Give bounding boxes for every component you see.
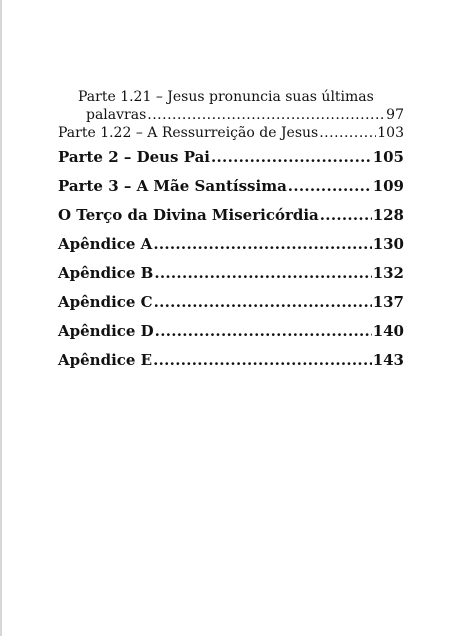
toc-entry-page: 105: [372, 148, 404, 166]
toc-entry-title: Parte 2 – Deus Pai: [58, 148, 210, 166]
toc-entry-page: 97: [386, 107, 404, 123]
toc-entry-page: 143: [372, 351, 404, 369]
toc-entry-title: Parte 3 – A Mãe Santíssima: [58, 177, 287, 195]
toc-entry-title: Apêndice B: [58, 264, 154, 282]
table-of-contents: [58, 88, 404, 370]
toc-entry-title: O Terço da Divina Misericórdia: [58, 206, 319, 224]
toc-entry-page: 140: [372, 322, 404, 340]
toc-entry-apendice-d: [58, 322, 404, 341]
toc-leader-dots: [154, 293, 372, 312]
toc-leader-dots: [288, 177, 372, 196]
toc-entry-page: 103: [377, 125, 404, 141]
toc-entry-title: Apêndice E: [58, 351, 153, 369]
toc-entry-parte-1-22: [58, 124, 404, 142]
toc-entry-page: 128: [372, 206, 404, 224]
toc-leader-dots: [319, 124, 376, 142]
toc-leader-dots: [153, 351, 372, 370]
toc-leader-dots: [320, 206, 372, 225]
toc-leader-dots: [153, 235, 371, 254]
toc-entry-title: Apêndice D: [58, 322, 154, 340]
toc-entry-apendice-e: [58, 351, 404, 370]
toc-entry-parte-3: [58, 177, 404, 196]
toc-leader-dots: [211, 148, 372, 167]
toc-entry-page: 137: [372, 293, 404, 311]
toc-entry-parte-1-21: [58, 88, 404, 124]
toc-entry-apendice-a: [58, 235, 404, 254]
toc-entry-page: 109: [372, 177, 404, 195]
toc-entry-page: 130: [372, 235, 404, 253]
toc-entry-title: Apêndice A: [58, 235, 153, 253]
toc-leader-dots: [155, 322, 372, 341]
toc-leader-dots: [154, 264, 371, 283]
toc-leader-dots: [147, 106, 385, 124]
toc-entry-terco: [58, 206, 404, 225]
toc-entry-parte-2: [58, 148, 404, 167]
toc-entry-title: Parte 1.22 – A Ressurreição de Jesus: [58, 125, 319, 141]
page-edge: [0, 0, 2, 636]
toc-entry-title-line1: Parte 1.21 – Jesus pronuncia suas últimas: [78, 89, 374, 105]
toc-entry-apendice-c: [58, 293, 404, 312]
toc-entry-title: Apêndice C: [58, 293, 153, 311]
toc-entry-page: 132: [372, 264, 404, 282]
toc-entry-apendice-b: [58, 264, 404, 283]
toc-entry-title-line2: palavras: [86, 107, 147, 123]
